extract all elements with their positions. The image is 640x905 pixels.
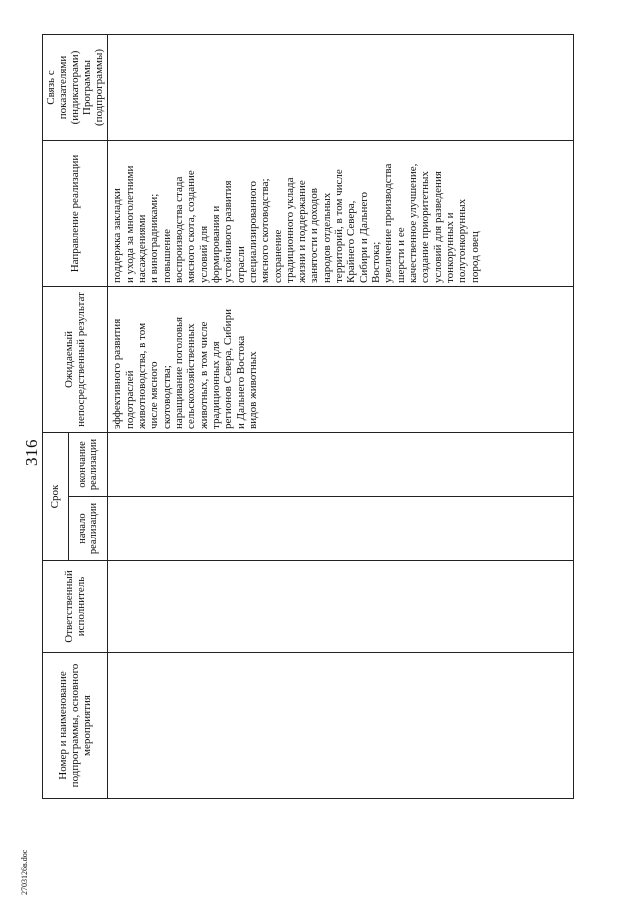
cell-program-name: [108, 653, 574, 799]
table-row: [108, 35, 574, 799]
header-term-end: окончание реализации: [68, 433, 108, 497]
cell-term-start: [108, 497, 574, 561]
header-row: [43, 35, 69, 799]
cell-term-end: [108, 433, 574, 497]
direction-text: поддержка закладки и ухода за многолетними насаждениями и виноградниками; повышение воспроизводства стада мясного скота, создание условий для формирования и устойчивого развития отрасли специализированного мясного скотоводства; сохранение традиционного уклада жизни и поддержание занятости и доходов народов отдельных территорий, в том числе Крайнего Севера, Сибири и Дальнего Востока; увеличение производства шерсти и ее качественное улучшение, создание приоритетных условий для разведения тонкорунных и полутонкорунных пород овец: [111, 163, 481, 283]
footer-file-code: 2703126в.doc: [20, 849, 29, 895]
header-responsible: Ответственный исполнитель: [43, 561, 108, 653]
expected-result-text: эффективного развития подотраслей животноводства, в том числе мясного скотоводства; наращивание поголовья сельскохозяйственных животных, в том числе традиционных для регионов Севера, Сибири и Дальнего Востока видов животных: [111, 309, 259, 429]
cell-expected-result: [108, 287, 574, 433]
cell-direction: [108, 141, 574, 287]
cell-responsible: [108, 561, 574, 653]
header-term: Срок: [43, 433, 69, 561]
header-direction: Направление реализации: [43, 141, 108, 287]
cell-indicators-link: [108, 35, 574, 141]
header-term-start: начало реализации: [68, 497, 108, 561]
header-indicators-link: Связь с показателями (индикаторами) Программы (подпрограммы): [43, 35, 108, 141]
page-number: 316: [22, 439, 41, 466]
header-expected-result: Ожидаемый непосредственный результат: [43, 287, 108, 433]
header-program-name: Номер и наименование подпрограммы, основного мероприятия: [43, 653, 108, 799]
program-table: [42, 34, 574, 799]
